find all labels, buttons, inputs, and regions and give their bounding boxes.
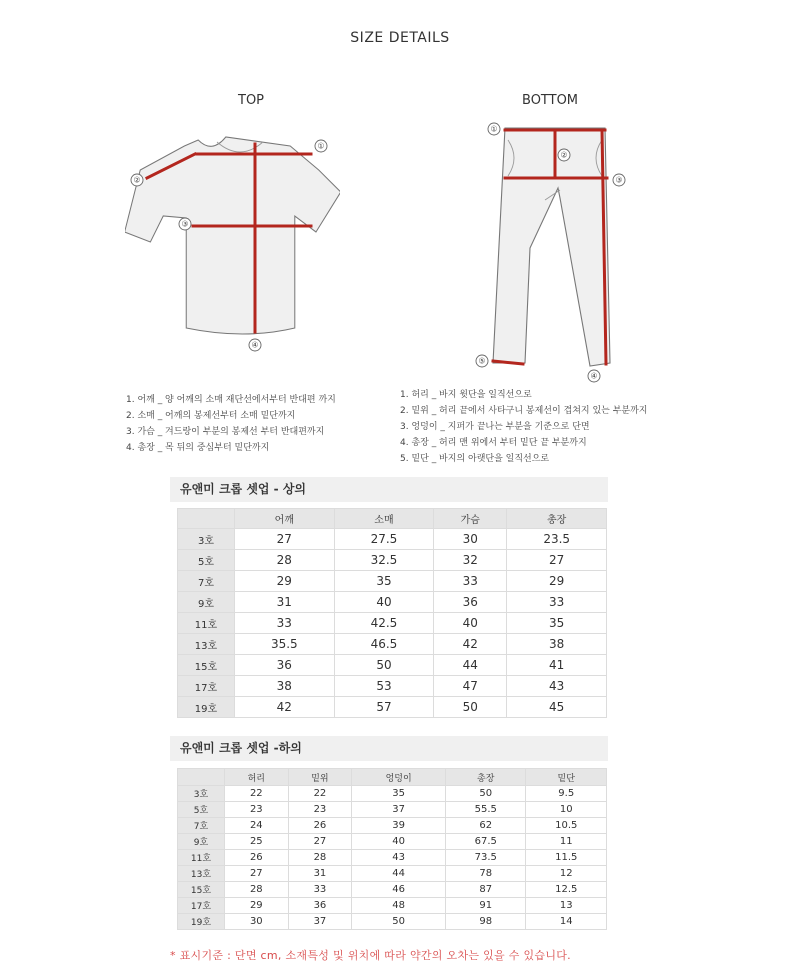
- value-cell: 43: [507, 676, 607, 697]
- value-cell: 37: [352, 802, 446, 818]
- top-table-title: 유앤미 크롭 셋업 - 상의: [170, 477, 608, 502]
- svg-text:①: ①: [317, 141, 325, 151]
- value-cell: 26: [225, 850, 289, 866]
- table-header-row: [178, 769, 607, 786]
- top-outline: [125, 137, 340, 334]
- value-cell: 30: [434, 529, 507, 550]
- bottom-figure-title: BOTTOM: [522, 93, 579, 108]
- value-cell: 41: [507, 655, 607, 676]
- value-cell: 27: [288, 834, 352, 850]
- size-label-cell: 3호: [178, 529, 235, 550]
- value-cell: 48: [352, 898, 446, 914]
- page-title: SIZE DETAILS: [350, 30, 450, 46]
- table-row: [178, 655, 607, 676]
- value-cell: 14: [526, 914, 607, 930]
- table-row: [178, 914, 607, 930]
- value-cell: 40: [434, 613, 507, 634]
- value-cell: 37: [288, 914, 352, 930]
- value-cell: 12: [526, 866, 607, 882]
- bottom-marker-1: [488, 123, 500, 135]
- value-cell: 22: [288, 786, 352, 802]
- note-item: 3. 엉덩이 _ 지퍼가 끝나는 부분을 기준으로 단면: [400, 422, 590, 432]
- note-item: 1. 허리 _ 바지 윗단을 일직선으로: [400, 390, 532, 400]
- size-label-cell: 15호: [178, 655, 235, 676]
- size-label-cell: 9호: [178, 834, 225, 850]
- value-cell: 57: [334, 697, 434, 718]
- note-item: 3. 가슴 _ 겨드랑이 부분의 봉제선 부터 반대편까지: [126, 427, 325, 437]
- value-cell: 28: [225, 882, 289, 898]
- value-cell: 33: [434, 571, 507, 592]
- value-cell: 36: [235, 655, 335, 676]
- svg-text:③: ③: [181, 219, 189, 229]
- note-item: 4. 총장 _ 목 뒤의 중심부터 밑단까지: [126, 443, 270, 453]
- value-cell: 30: [225, 914, 289, 930]
- value-cell: 50: [434, 697, 507, 718]
- size-label-cell: 11호: [178, 850, 225, 866]
- value-cell: 67.5: [445, 834, 525, 850]
- value-cell: 47: [434, 676, 507, 697]
- table-header-row: [178, 509, 607, 529]
- value-cell: 36: [288, 898, 352, 914]
- value-cell: 62: [445, 818, 525, 834]
- size-label-cell: 11호: [178, 613, 235, 634]
- note-item: 2. 소매 _ 어깨의 봉제선부터 소매 밑단까지: [126, 411, 296, 421]
- bottom-marker-3: [613, 174, 625, 186]
- value-cell: 26: [288, 818, 352, 834]
- table-row: [178, 613, 607, 634]
- value-cell: 50: [352, 914, 446, 930]
- size-label-cell: 3호: [178, 786, 225, 802]
- value-cell: 33: [288, 882, 352, 898]
- value-cell: 35: [352, 786, 446, 802]
- top-size-table: [177, 508, 607, 718]
- size-label-cell: 13호: [178, 634, 235, 655]
- svg-text:②: ②: [133, 175, 141, 185]
- value-cell: 31: [288, 866, 352, 882]
- svg-text:④: ④: [590, 371, 598, 381]
- value-cell: 78: [445, 866, 525, 882]
- column-header: 엉덩이: [352, 769, 446, 786]
- value-cell: 50: [334, 655, 434, 676]
- top-marker-3: [179, 218, 191, 230]
- bottom-marker-4: [588, 370, 600, 382]
- value-cell: 40: [352, 834, 446, 850]
- bottom-size-table: [177, 768, 607, 930]
- top-garment-diagram: [125, 132, 340, 357]
- value-cell: 35.5: [235, 634, 335, 655]
- value-cell: 10: [526, 802, 607, 818]
- size-label-cell: 7호: [178, 571, 235, 592]
- svg-text:④: ④: [251, 340, 259, 350]
- value-cell: 11.5: [526, 850, 607, 866]
- value-cell: 40: [334, 592, 434, 613]
- svg-text:⑤: ⑤: [478, 356, 486, 366]
- value-cell: 33: [235, 613, 335, 634]
- table-row: [178, 676, 607, 697]
- value-cell: 22: [225, 786, 289, 802]
- value-cell: 46: [352, 882, 446, 898]
- bottom-garment-diagram: [470, 118, 640, 388]
- top-marker-4: [249, 339, 261, 351]
- value-cell: 23: [288, 802, 352, 818]
- value-cell: 42: [434, 634, 507, 655]
- top-figure-title: TOP: [238, 93, 265, 108]
- size-label-cell: 17호: [178, 898, 225, 914]
- value-cell: 32: [434, 550, 507, 571]
- bottom-marker-5: [476, 355, 488, 367]
- value-cell: 27: [225, 866, 289, 882]
- svg-text:②: ②: [560, 150, 568, 160]
- value-cell: 39: [352, 818, 446, 834]
- bottom-marker-2: [558, 149, 570, 161]
- size-label-cell: 9호: [178, 592, 235, 613]
- value-cell: 27: [235, 529, 335, 550]
- value-cell: 42: [235, 697, 335, 718]
- table-row: [178, 834, 607, 850]
- column-header: [178, 769, 225, 786]
- value-cell: 38: [507, 634, 607, 655]
- value-cell: 73.5: [445, 850, 525, 866]
- column-header: 밑위: [288, 769, 352, 786]
- column-header: 밑단: [526, 769, 607, 786]
- value-cell: 98: [445, 914, 525, 930]
- size-label-cell: 5호: [178, 802, 225, 818]
- value-cell: 45: [507, 697, 607, 718]
- value-cell: 23: [225, 802, 289, 818]
- table-row: [178, 898, 607, 914]
- column-header: 어깨: [235, 509, 335, 529]
- value-cell: 9.5: [526, 786, 607, 802]
- value-cell: 55.5: [445, 802, 525, 818]
- size-label-cell: 7호: [178, 818, 225, 834]
- value-cell: 29: [507, 571, 607, 592]
- table-row: [178, 550, 607, 571]
- table-row: [178, 571, 607, 592]
- table-row: [178, 786, 607, 802]
- value-cell: 29: [225, 898, 289, 914]
- note-item: 1. 어깨 _ 양 어깨의 소매 재단선에서부터 반대편 까지: [126, 395, 336, 405]
- table-row: [178, 882, 607, 898]
- value-cell: 44: [434, 655, 507, 676]
- column-header: 총장: [445, 769, 525, 786]
- column-header: 총장: [507, 509, 607, 529]
- value-cell: 87: [445, 882, 525, 898]
- value-cell: 50: [445, 786, 525, 802]
- table-row: [178, 850, 607, 866]
- table-row: [178, 529, 607, 550]
- value-cell: 10.5: [526, 818, 607, 834]
- svg-text:①: ①: [490, 124, 498, 134]
- value-cell: 24: [225, 818, 289, 834]
- value-cell: 33: [507, 592, 607, 613]
- table-row: [178, 866, 607, 882]
- value-cell: 38: [235, 676, 335, 697]
- value-cell: 46.5: [334, 634, 434, 655]
- value-cell: 42.5: [334, 613, 434, 634]
- column-header: 가슴: [434, 509, 507, 529]
- value-cell: 25: [225, 834, 289, 850]
- column-header: 허리: [225, 769, 289, 786]
- value-cell: 36: [434, 592, 507, 613]
- table-row: [178, 592, 607, 613]
- bottom-table-title: 유앤미 크롭 셋업 -하의: [170, 736, 608, 761]
- column-header: [178, 509, 235, 529]
- top-marker-1: [315, 140, 327, 152]
- table-row: [178, 802, 607, 818]
- value-cell: 11: [526, 834, 607, 850]
- size-label-cell: 5호: [178, 550, 235, 571]
- value-cell: 27.5: [334, 529, 434, 550]
- bottom-outline: [493, 128, 610, 366]
- value-cell: 53: [334, 676, 434, 697]
- size-label-cell: 19호: [178, 914, 225, 930]
- size-label-cell: 19호: [178, 697, 235, 718]
- value-cell: 35: [507, 613, 607, 634]
- table-row: [178, 818, 607, 834]
- value-cell: 12.5: [526, 882, 607, 898]
- value-cell: 13: [526, 898, 607, 914]
- note-item: 5. 밑단 _ 바지의 아랫단을 일직선으로: [400, 454, 550, 464]
- size-label-cell: 17호: [178, 676, 235, 697]
- measurement-footnote: * 표시기준 : 단면 cm, 소재특성 및 위치에 따라 약간의 오차는 있을 수 있습니다.: [170, 949, 571, 962]
- size-label-cell: 13호: [178, 866, 225, 882]
- bottom-measure-notes: [400, 387, 648, 467]
- value-cell: 31: [235, 592, 335, 613]
- value-cell: 35: [334, 571, 434, 592]
- svg-text:③: ③: [615, 175, 623, 185]
- value-cell: 23.5: [507, 529, 607, 550]
- note-item: 2. 밑위 _ 허리 끝에서 사타구니 봉제선이 겹쳐지 있는 부분까지: [400, 406, 648, 416]
- table-row: [178, 634, 607, 655]
- top-measure-notes: [126, 392, 336, 456]
- table-row: [178, 697, 607, 718]
- top-marker-2: [131, 174, 143, 186]
- value-cell: 28: [288, 850, 352, 866]
- value-cell: 91: [445, 898, 525, 914]
- value-cell: 28: [235, 550, 335, 571]
- value-cell: 29: [235, 571, 335, 592]
- value-cell: 43: [352, 850, 446, 866]
- value-cell: 32.5: [334, 550, 434, 571]
- value-cell: 44: [352, 866, 446, 882]
- size-label-cell: 15호: [178, 882, 225, 898]
- column-header: 소매: [334, 509, 434, 529]
- value-cell: 27: [507, 550, 607, 571]
- note-item: 4. 총장 _ 허리 맨 위에서 부터 밑단 끝 부분까지: [400, 438, 587, 448]
